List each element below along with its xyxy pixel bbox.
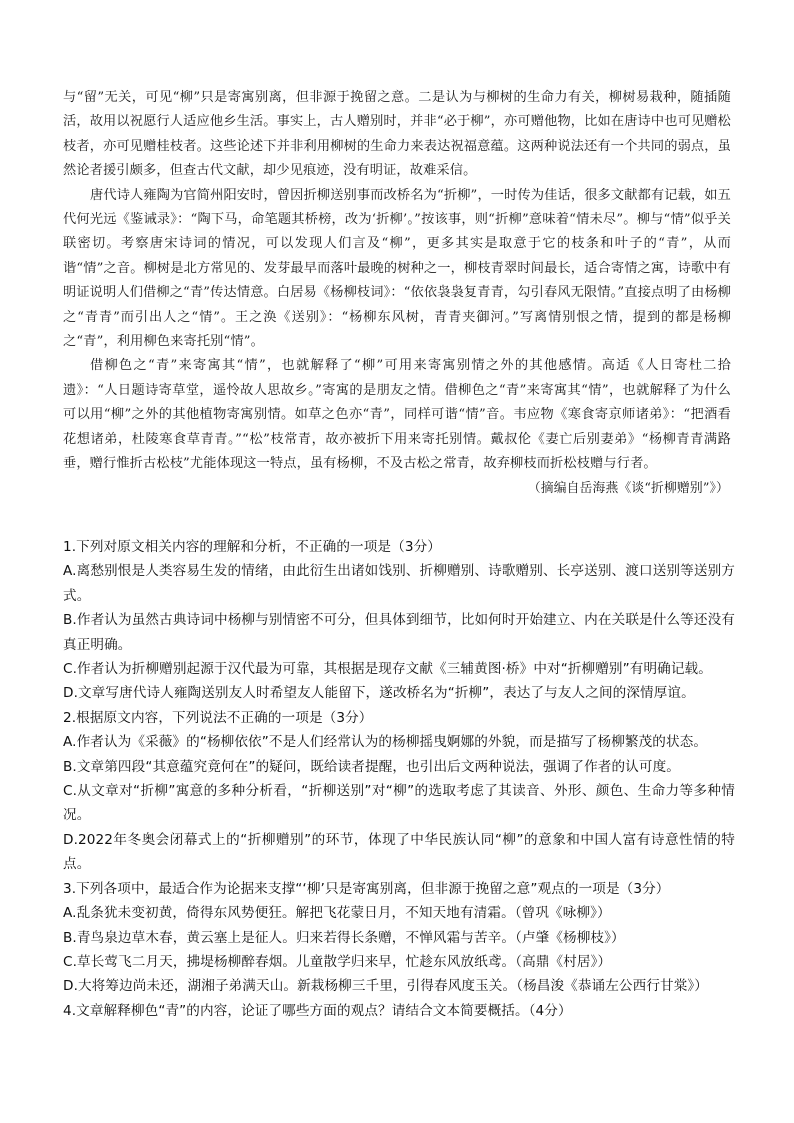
question-2-option-a: A.作者认为《采薇》的“杨柳依依”不是人们经常认为的杨柳摇曳婀娜的外貌，而是描写了杨柳繁茂的状态。	[63, 734, 708, 751]
question-1-option-a: A.离愁别恨是人类容易生发的情绪，由此衍生出诸如饯别、折柳赠别、诗歌赠别、长亭送别、渡口送别等送别方式。	[63, 563, 735, 604]
question-1-option-c: C.作者认为折柳赠别起源于汉代最为可靠，其根据是现存文献《三辅黄图·桥》中对“折柳赠别”有明确记载。	[63, 661, 712, 678]
passage-paragraph-2: 唐代诗人雍陶为官简州阳安时，曾因折柳送别事而改桥名为“折柳”，一时传为佳话，很多文献都有记载，如五代何光远《鉴诫录》：“陶下马，命笔题其桥榜，改为‘折柳’。”按该事，则“折柳”意味着“情未尽”。柳与“情”似乎关联密切。考察唐宋诗词的情况，可以发现人们言及“柳”，更多其实是取意于它的枝条和叶子的“青”，从而谐“情”之音。柳树是北方常见的、发芽最早而落叶最晚的树种之一，柳枝青翠时间最长，适合寄情之寓，诗歌中有明证说明人们借柳之“青”传达情意。白居易《杨柳枝词》：“依依袅袅复青青，勾引春风无限情。”直接点明了由杨柳之“青青”而引出人之“情”。王之涣《送别》：“杨柳东风树，青青夹御河。”写离情别恨之情，提到的都是杨柳之“青”，利用柳色来寄托别“情”。	[63, 187, 731, 350]
question-1-option-d: D.文章写唐代诗人雍陶送别友人时希望友人能留下，遂改桥名为“折柳”，表达了与友人之间的深情厚谊。	[63, 685, 695, 702]
question-3-option-a: A.乱条犹未变初黄，倚得东风势便狂。解把飞花蒙日月，不知天地有清霜。（曾巩《咏柳》）	[63, 905, 611, 922]
question-3-option-d: D.大将筹边尚未还，湖湘子弟满天山。新栽杨柳三千里，引得春风度玉关。（杨昌浚《恭诵左公西行甘棠》）	[63, 978, 708, 995]
passage-source: （摘编自岳海燕《谈“折柳赠别”》）	[527, 480, 729, 496]
question-1-stem: 1.下列对原文相关内容的理解和分析，不正确的一项是（3分）	[63, 539, 441, 555]
passage-paragraph-1: 与“留”无关，可见“柳”只是寄寓别离，但非源于挽留之意。二是认为与柳树的生命力有关，柳树易栽种，随插随活，故用以祝愿行人适应他乡生活。事实上，古人赠别时，并非“必于柳”，亦可赠他物，比如在唐诗中也可见赠松枝者，亦可见赠桂枝者。这些论述下并非利用柳树的生命力来表达祝福意蕴。这两种说法还有一个共同的弱点，虽然论者援引颇多，但查古代文献，却少见痕迹，没有明证，故难采信。	[63, 90, 731, 179]
reading-passage	[63, 86, 731, 501]
question-section	[63, 535, 735, 1023]
question-2-option-d: D.2022年冬奥会闭幕式上的“折柳赠别”的环节，体现了中华民族认同“柳”的意象和中国人富有诗意性情的特点。	[63, 831, 735, 873]
question-3-stem: 3.下列各项中，最适合作为论据来支撑“‘柳’只是寄寓别离，但非源于挽留之意”观点的一项是（3分）	[63, 880, 670, 897]
question-2-option-c: C.从文章对“折柳”寓意的多种分析看，“折柳送别”对“柳”的选取考虑了其读音、外形、颜色、生命力等多种情况。	[63, 783, 735, 824]
question-3-option-c: C.草长莺飞二月天，拂堤杨柳醉春烟。儿童散学归来早，忙趁东风放纸鸢。（高鼎《村居》）	[63, 953, 612, 970]
question-4-stem: 4.文章解释柳色“青”的内容，论证了哪些方面的观点？请结合文本简要概括。（4分）	[63, 1002, 572, 1019]
question-2-stem: 2.根据原文内容，下列说法不正确的一项是（3分）	[63, 709, 373, 726]
question-2-option-b: B.文章第四段“其意蕴究竟何在”的疑问，既给读者提醒，也引出后文两种说法，强调了作者的认可度。	[63, 758, 680, 775]
passage-paragraph-3: 借柳色之“青”来寄寓其“情”，也就解释了“柳”可用来寄寓别情之外的其他感情。高适《人日寄杜二拾遗》：“人日题诗寄草堂，遥怜故人思故乡。”寄寓的是朋友之情。借柳色之“青”来寄寓其“情”，也就解释了为什么可以用“柳”之外的其他植物寄寓别情。如草之色亦“青”，同样可谐“情”音。韦应物《寒食寄京师诸弟》：“把酒看花想诸弟，杜陵寒食草青青。”“松”枝常青，故亦被折下用来寄托别情。戴叔伦《妻亡后别妻弟》“杨柳青青满路垂，赠行惟折古松枝”尤能体现这一特点，虽有杨柳，不及古松之常青，故弃柳枝而折松枝赠与行者。	[63, 358, 731, 472]
question-3-option-b: B.青鸟泉边草木春，黄云塞上是征人。归来若得长条赠，不惮风霜与苦辛。（卢肇《杨柳枝》）	[63, 929, 625, 946]
question-1-option-b: B.作者认为虽然古典诗词中杨柳与别情密不可分，但具体到细节，比如何时开始建立、内在关联是什么等还没有真正明确。	[63, 612, 735, 653]
